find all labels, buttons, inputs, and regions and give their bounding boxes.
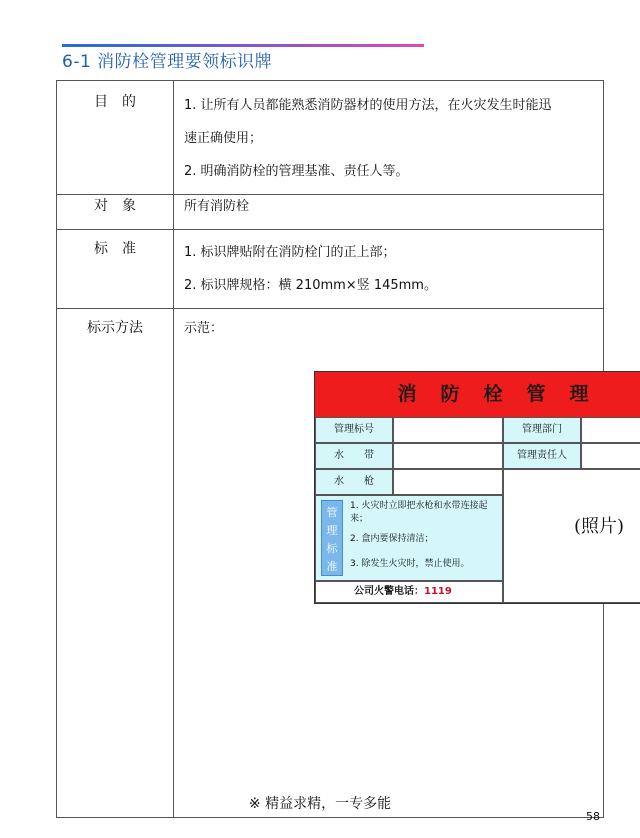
purpose-label: 目 的 — [57, 81, 174, 195]
mgmt-no-value — [393, 417, 503, 443]
standard-label: 标 准 — [57, 230, 174, 309]
purpose-line-1: 1. 让所有人员都能熟悉消防器材的使用方法，在火灾发生时能迅 — [184, 98, 552, 113]
nozzle-label: 水 枪 — [315, 469, 393, 495]
purpose-line-3: 2. 明确消防栓的管理基准、责任人等。 — [184, 164, 409, 179]
standard-item-1: 1. 火灾时立即把水枪和水带连接起来； — [350, 501, 488, 524]
guideline-table — [56, 80, 625, 818]
object-label: 对 象 — [57, 195, 174, 230]
sign-header: 消防栓管理 — [315, 372, 640, 417]
purpose-content — [174, 81, 604, 195]
standard-line-2: 2. 标识牌规格：横 210mm×竖 145mm。 — [184, 278, 437, 293]
standard-item-3: 3. 除发生火灾时，禁止使用。 — [350, 559, 470, 569]
method-example-label: 示范： — [184, 321, 224, 336]
page-title: 6-1 消防栓管理要领标识牌 — [62, 52, 273, 72]
fire-phone-row — [315, 581, 503, 603]
photo-placeholder — [503, 469, 640, 603]
hydrant-sign — [314, 371, 640, 604]
hose-value — [393, 443, 503, 469]
fire-phone-number: 1119 — [424, 586, 452, 597]
standard-line-1: 1. 标识牌贴附在消防栓门的正上部； — [184, 245, 396, 260]
photo-label: (照片) — [573, 516, 625, 537]
nozzle-value — [393, 469, 503, 495]
footer-slogan: ※ 精益求精，一专多能 — [248, 796, 392, 812]
standard-content — [174, 230, 604, 309]
mgmt-dept-label: 管理部门 — [503, 417, 581, 443]
page-number: 58 — [586, 810, 600, 823]
responsible-value — [581, 443, 640, 469]
hose-label: 水 带 — [315, 443, 393, 469]
row-method — [57, 309, 604, 818]
method-content — [174, 309, 625, 818]
responsible-label: 管理责任人 — [503, 443, 581, 469]
management-standard-tag: 管理标准 — [321, 500, 343, 576]
method-label: 标示方法 — [57, 309, 174, 818]
row-standard — [57, 230, 604, 309]
fire-phone-label: 公司火警电话： — [354, 586, 424, 597]
row-object — [57, 195, 604, 230]
standard-item-2: 2. 盒内要保持清洁； — [350, 534, 434, 544]
management-standard-box — [315, 495, 503, 581]
purpose-line-2: 速正确使用； — [184, 131, 263, 146]
mgmt-dept-value — [581, 417, 640, 443]
object-value: 所有消防栓 — [174, 195, 604, 230]
mgmt-no-label: 管理标号 — [315, 417, 393, 443]
row-purpose — [57, 81, 604, 195]
